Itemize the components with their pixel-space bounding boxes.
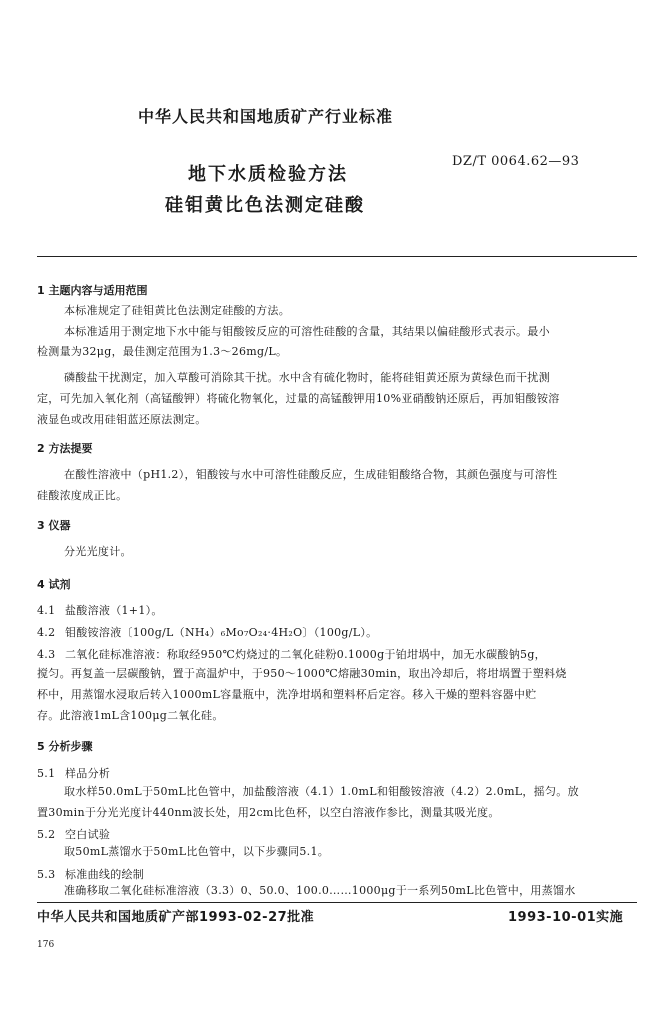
header-divider — [37, 256, 637, 257]
approval-date: 中华人民共和国地质矿产部1993-02-27批准 — [37, 910, 315, 925]
document-title-line2: 硅钼黄比色法测定硅酸 — [165, 195, 365, 216]
reagent-4-2 — [37, 624, 377, 640]
reagent-4-3-continued: 杯中，用蒸馏水浸取后转入1000mL容量瓶中，洗净坩埚和塑料杯后定容。移入干燥的塑料容器中贮 — [37, 688, 537, 701]
section-4-heading: 4 试剂 — [37, 578, 71, 591]
step-5-1-text: 取水样50.0mL于50mL比色管中，加盐酸溶液（4.1）1.0mL和钼酸铵溶液（4.2）2.0mL，摇匀。放 — [64, 785, 579, 798]
section-1-paragraph: 磷酸盐干扰测定，加入草酸可消除其干扰。水中含有硫化物时，能将硅钼黄还原为黄绿色而干扰测 — [64, 371, 550, 384]
section-1-paragraph: 检测量为32μg，最佳测定范围为1.3～26mg/L。 — [37, 345, 288, 358]
page-number: 176 — [37, 940, 55, 950]
footer-divider — [37, 902, 637, 903]
document-title-line1: 地下水质检验方法 — [188, 164, 348, 185]
item-text: 盐酸溶液（1+1）。 — [65, 604, 163, 617]
step-5-3 — [37, 866, 144, 882]
item-number: 4.2 — [37, 626, 56, 639]
item-title: 空白试验 — [65, 828, 111, 841]
issuing-organization: 中华人民共和国地质矿产行业标准 — [138, 107, 394, 126]
standard-code: DZ/T 0064.62—93 — [452, 154, 580, 169]
section-1-paragraph: 液显色或改用硅钼蓝还原法测定。 — [37, 413, 207, 426]
section-1-paragraph: 本标准规定了硅钼黄比色法测定硅酸的方法。 — [64, 304, 290, 317]
section-3-heading: 3 仪器 — [37, 519, 71, 532]
section-2-paragraph: 在酸性溶液中（pH1.2），钼酸铵与水中可溶性硅酸反应，生成硅钼酸络合物，其颜色强度与可溶性 — [64, 468, 558, 481]
section-2-heading: 2 方法提要 — [37, 442, 93, 455]
section-1-paragraph: 本标准适用于测定地下水中能与钼酸铵反应的可溶性硅酸的含量，其结果以偏硅酸形式表示。最小 — [64, 325, 550, 338]
item-text: 钼酸铵溶液〔100g/L（NH₄）₆Mo₇O₂₄·4H₂O〕（100g/L）。 — [65, 626, 378, 639]
step-5-2-text: 取50mL蒸馏水于50mL比色管中，以下步骤同5.1。 — [64, 845, 330, 858]
section-1-heading: 1 主题内容与适用范围 — [37, 284, 148, 297]
reagent-4-3-continued: 存。此溶液1mL含100μg二氧化硅。 — [37, 709, 224, 722]
step-5-1 — [37, 765, 110, 781]
item-title: 样品分析 — [65, 767, 111, 780]
item-text: 二氧化硅标准溶液：称取经950℃灼烧过的二氧化硅粉0.1000g于铂坩埚中，加无水碳酸钠5g， — [65, 648, 546, 661]
item-number: 4.3 — [37, 648, 56, 661]
section-3-paragraph: 分光光度计。 — [64, 545, 132, 558]
item-number: 5.3 — [37, 868, 56, 881]
item-title: 标准曲线的绘制 — [65, 868, 145, 881]
reagent-4-3 — [37, 646, 546, 662]
section-5-heading: 5 分析步骤 — [37, 740, 93, 753]
section-1-paragraph: 定，可先加入氧化剂（高锰酸钾）将硫化物氧化，过量的高锰酸钾用10%亚硝酸钠还原后，再加钼酸铵溶 — [37, 392, 560, 405]
reagent-4-3-continued: 搅匀。再复盖一层碳酸钠，置于高温炉中，于950～1000℃熔融30min，取出冷却后，将坩埚置于塑料烧 — [37, 667, 567, 680]
step-5-3-text: 准确移取二氧化硅标准溶液（3.3）0、50.0、100.0……1000μg于一系列50mL比色管中，用蒸馏水 — [64, 884, 576, 897]
step-5-2 — [37, 826, 110, 842]
reagent-4-1 — [37, 602, 163, 618]
implementation-date: 1993-10-01实施 — [508, 910, 624, 925]
step-5-1-text: 置30min于分光光度计440nm波长处，用2cm比色杯，以空白溶液作参比，测量其吸光度。 — [37, 806, 500, 819]
item-number: 4.1 — [37, 604, 56, 617]
item-number: 5.1 — [37, 767, 56, 780]
section-2-paragraph: 硅酸浓度成正比。 — [37, 489, 128, 502]
item-number: 5.2 — [37, 828, 56, 841]
